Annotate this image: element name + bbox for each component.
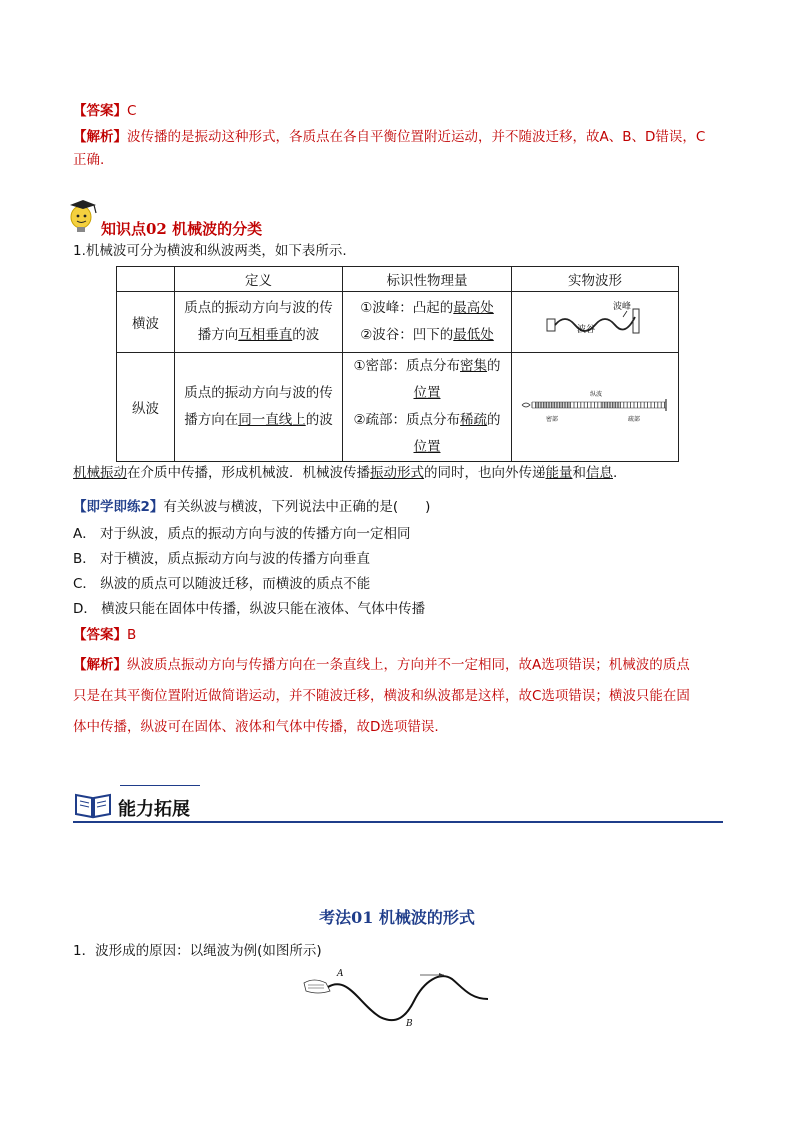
header-empty bbox=[117, 267, 175, 292]
option-c: C． 纵波的质点可以随波迁移，而横波的质点不能 bbox=[73, 576, 371, 592]
method-title: 考法01 机械波的形式 bbox=[319, 908, 475, 927]
rope-wave-figure bbox=[300, 965, 492, 1027]
point-a-label: A bbox=[337, 969, 344, 979]
def-line: 质点的振动方向与波的传 bbox=[184, 300, 333, 316]
sparse-label: 疏部 bbox=[628, 416, 641, 423]
option-d: D． 横波只能在固体中传播，纵波只能在液体、气体中传播 bbox=[73, 601, 426, 617]
answer-value: B bbox=[127, 627, 137, 643]
section-top-rule bbox=[120, 785, 200, 786]
dense-label: 密部 bbox=[546, 416, 559, 423]
section-title: 能力拓展 bbox=[118, 799, 190, 820]
quantity-line: ②波谷：凹下的最低处 bbox=[360, 327, 494, 343]
analysis-text: 波传播的是振动这种形式，各质点在各自平衡位置附近运动，并不随波迁移，故A、B、D错误，C bbox=[127, 129, 706, 145]
table-row-longitudinal bbox=[117, 353, 679, 462]
quantity-line: ②疏部：质点分布稀疏的 bbox=[353, 412, 501, 428]
table-header-row bbox=[117, 267, 679, 292]
option-a: A． 对于纵波，质点的振动方向与波的传播方向一定相同 bbox=[73, 526, 411, 542]
point-2-line: 机械振动在介质中传播，形成机械波．机械波传播振动形式的同时，也向外传递能量和信息. bbox=[73, 465, 618, 481]
row-quantity bbox=[343, 353, 512, 462]
analysis-1-line-2: 正确. bbox=[73, 152, 105, 168]
transverse-wave-figure bbox=[512, 292, 679, 353]
quantity-line: 位置 bbox=[413, 439, 441, 455]
analysis-text: 纵波质点振动方向与传播方向在一条直线上，方向并不一定相同，故A选项错误；机械波的质点 bbox=[127, 657, 690, 673]
exercise-tag: 【即学即练2】 bbox=[73, 499, 164, 515]
knowledge-point-title: 知识点02 机械波的分类 bbox=[101, 220, 263, 238]
quantity-line: ①密部：质点分布密集的 bbox=[353, 358, 501, 374]
lightbulb-icon bbox=[66, 198, 102, 236]
answer-value: C bbox=[127, 103, 137, 119]
quantity-line: 位置 bbox=[413, 385, 441, 401]
analysis-2-line-2: 只是在其平衡位置附近做简谐运动，并不随波迁移，横波和纵波都是这样，故C选项错误；横波只能在固 bbox=[73, 688, 690, 704]
row-name: 纵波 bbox=[117, 353, 175, 462]
def-line: 质点的振动方向与波的传 bbox=[184, 385, 333, 401]
row-definition bbox=[175, 292, 343, 353]
table-row-transverse bbox=[117, 292, 679, 353]
peak-label: 波峰 bbox=[613, 302, 632, 312]
wave-classification-table bbox=[116, 266, 679, 462]
analysis-2-line-1 bbox=[73, 655, 690, 675]
question-text: 有关纵波与横波，下列说法中正确的是( ) bbox=[163, 499, 431, 515]
book-icon bbox=[73, 789, 113, 819]
answer-tag: 【答案】 bbox=[73, 627, 127, 643]
longitudinal-label: 纵波 bbox=[590, 391, 603, 398]
trough-label: 波谷 bbox=[577, 325, 596, 335]
row-definition bbox=[175, 353, 343, 462]
answer-line-1 bbox=[73, 101, 136, 121]
longitudinal-wave-figure bbox=[512, 353, 679, 462]
answer-tag: 【答案】 bbox=[73, 103, 127, 119]
def-line: 播方向互相垂直的波 bbox=[197, 327, 320, 343]
quantity-line: ①波峰：凸起的最高处 bbox=[360, 300, 494, 316]
analysis-2-line-3: 体中传播，纵波可在固体、液体和气体中传播，故D选项错误. bbox=[73, 719, 439, 735]
header-waveform: 实物波形 bbox=[512, 267, 679, 292]
intro-line: 1.机械波可分为横波和纵波两类，如下表所示. bbox=[73, 243, 347, 259]
answer-line-2 bbox=[73, 625, 136, 645]
row-quantity bbox=[343, 292, 512, 353]
section-underline bbox=[73, 821, 723, 823]
analysis-tag: 【解析】 bbox=[73, 129, 127, 145]
header-quantity: 标识性物理量 bbox=[343, 267, 512, 292]
analysis-1-line-1 bbox=[73, 127, 705, 147]
header-definition: 定义 bbox=[175, 267, 343, 292]
def-line: 播方向在同一直线上的波 bbox=[184, 412, 333, 428]
row-name: 横波 bbox=[117, 292, 175, 353]
point-b-label: B bbox=[406, 1019, 413, 1027]
analysis-tag: 【解析】 bbox=[73, 657, 127, 673]
wave-intro-line: 1．波形成的原因：以绳波为例(如图所示) bbox=[73, 943, 322, 959]
option-b: B． 对于横波，质点振动方向与波的传播方向垂直 bbox=[73, 551, 371, 567]
exercise-question bbox=[73, 497, 430, 517]
